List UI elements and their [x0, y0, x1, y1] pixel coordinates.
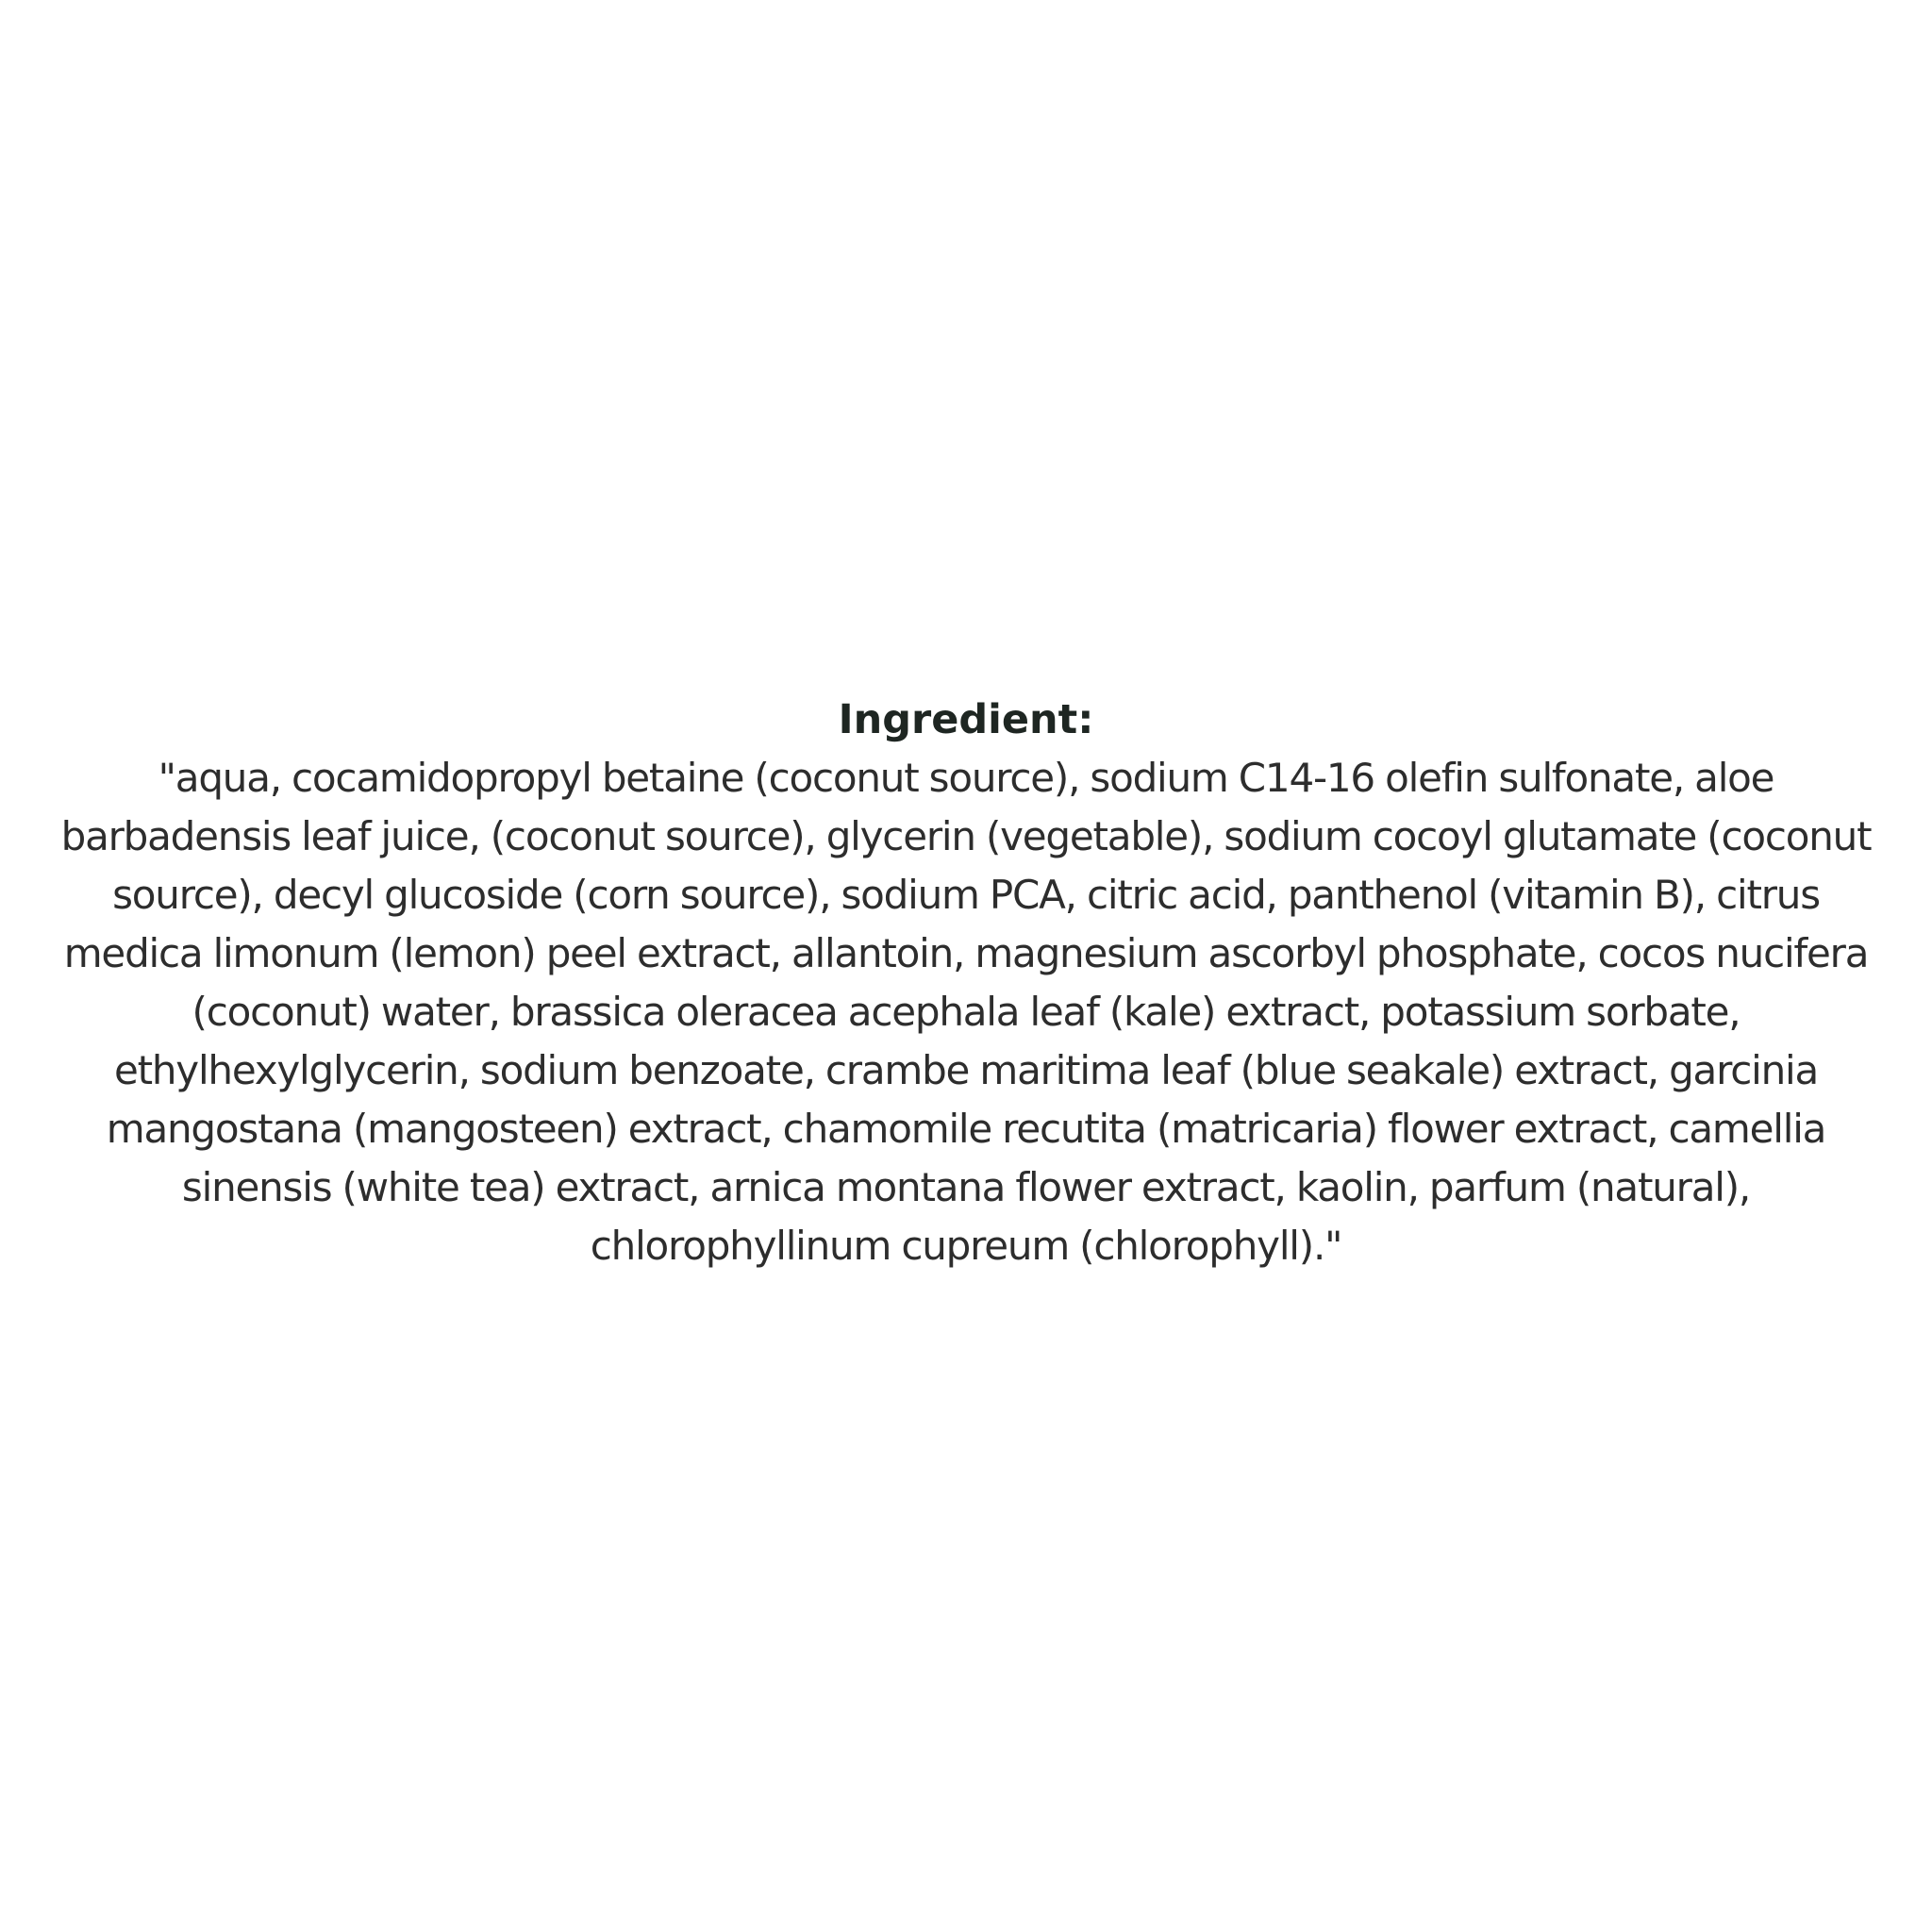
ingredients-line-3: source), decyl glucoside (corn source), sodium PCA, citric acid, panthenol (vitamin B), citrus — [112, 872, 1820, 918]
ingredients-line-5: (coconut) water, brassica oleracea acephala leaf (kale) extract, potassium sorbate, — [192, 989, 1740, 1035]
ingredients-heading: Ingredient: — [838, 696, 1094, 743]
ingredients-line-1: "aqua, cocamidopropyl betaine (coconut source), sodium C14-16 olefin sulfonate, aloe — [158, 755, 1774, 801]
ingredients-line-7: mangostana (mangosteen) extract, chamomile recutita (matricaria) flower extract, camellia — [106, 1106, 1826, 1152]
ingredients-line-8: sinensis (white tea) extract, arnica montana flower extract, kaolin, parfum (natural), — [181, 1164, 1751, 1210]
ingredients-line-9: chlorophyllinum cupreum (chlorophyll)." — [590, 1223, 1342, 1269]
ingredients-line-6: ethylhexylglycerin, sodium benzoate, crambe maritima leaf (blue seakale) extract, garcinia — [113, 1047, 1819, 1093]
ingredients-block — [57, 691, 1875, 1275]
ingredients-line-4: medica limonum (lemon) peel extract, allantoin, magnesium ascorbyl phosphate, cocos nucifera — [63, 930, 1869, 976]
ingredients-line-2: barbadensis leaf juice, (coconut source), glycerin (vegetable), sodium cocoyl glutamate (coconut — [60, 813, 1872, 859]
ingredients-text — [57, 749, 1875, 1275]
